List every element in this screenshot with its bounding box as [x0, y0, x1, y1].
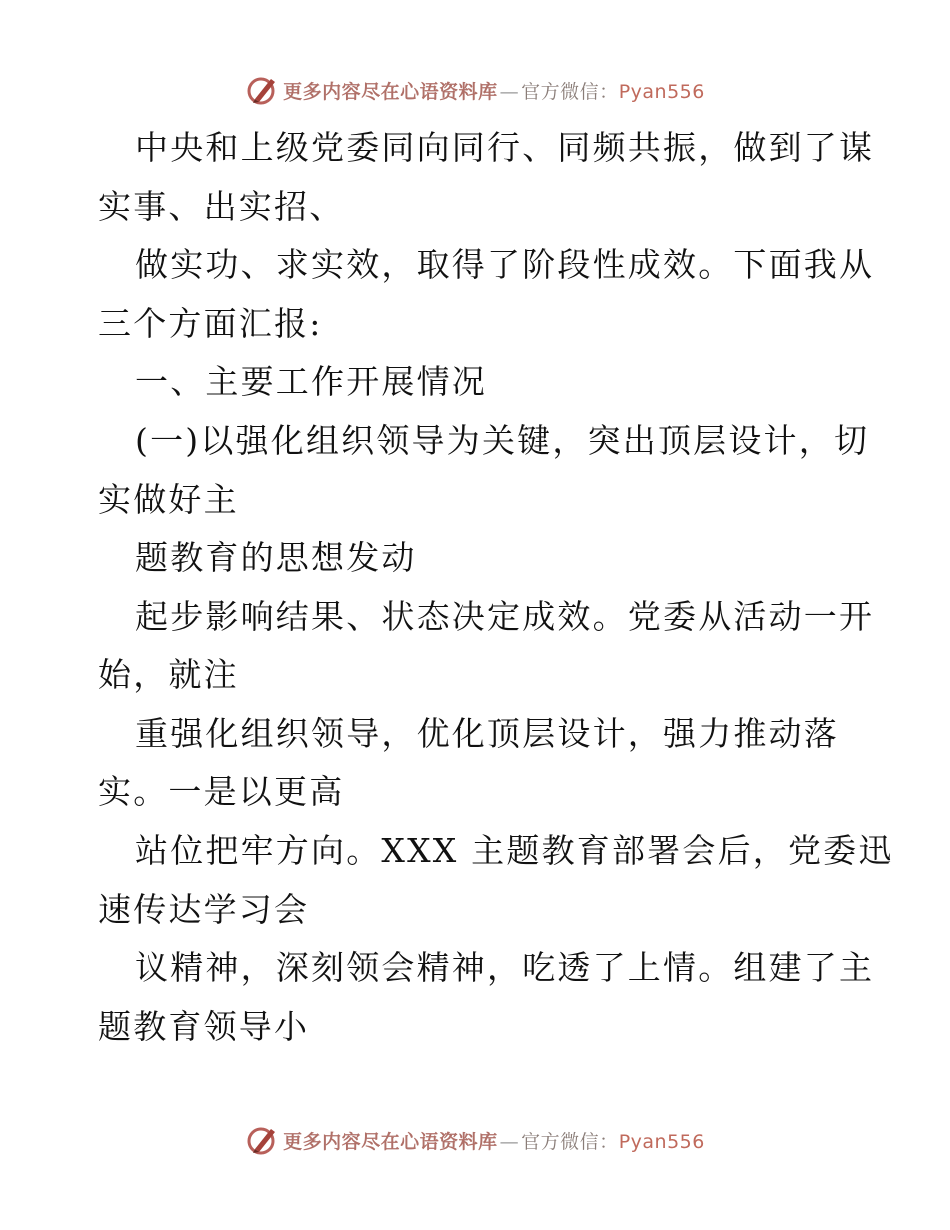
wechat-id: Pyan556	[618, 80, 705, 103]
body-line: 起步影响结果、状态决定成效。党委从活动一开	[135, 597, 875, 636]
banner-separator: —	[499, 80, 520, 103]
wechat-label: 官方微信：	[521, 1130, 619, 1153]
body-line: 中央和上级党委同向同行、同频共振，做到了谋	[135, 128, 875, 167]
section-heading: 一、主要工作开展情况	[135, 362, 487, 401]
body-line: 题教育领导小	[98, 1007, 310, 1046]
wechat-id: Pyan556	[618, 1130, 705, 1153]
body-line: 重强化组织领导，优化顶层设计，强力推动落	[135, 714, 839, 753]
banner-title: 更多内容尽在心语资料库	[283, 80, 498, 103]
body-line: 做实功、求实效，取得了阶段性成效。下面我从	[135, 245, 875, 284]
body-line: 实。一是以更高	[98, 772, 345, 811]
body-line: 议精神，深刻领会精神，吃透了上情。组建了主	[135, 948, 875, 987]
body-line: 始，就注	[98, 655, 239, 694]
wechat-label: 官方微信：	[521, 80, 619, 103]
body-line: 速传达学习会	[98, 890, 310, 929]
body-line: 题教育的思想发动	[135, 538, 417, 577]
body-line: 实事、出实招、	[98, 187, 345, 226]
banner-separator: —	[499, 1130, 520, 1153]
body-line: 站位把牢方向。XXX 主题教育部署会后，党委迅	[135, 831, 894, 870]
banner-title: 更多内容尽在心语资料库	[283, 1130, 498, 1153]
subsection-heading: (一)以强化组织领导为关键，突出顶层设计，切	[135, 421, 870, 460]
body-line: 实做好主	[98, 480, 239, 519]
footer-watermark	[0, 1120, 950, 1160]
body-line: 三个方面汇报:	[98, 304, 323, 343]
pen-logo-icon	[245, 1123, 279, 1157]
